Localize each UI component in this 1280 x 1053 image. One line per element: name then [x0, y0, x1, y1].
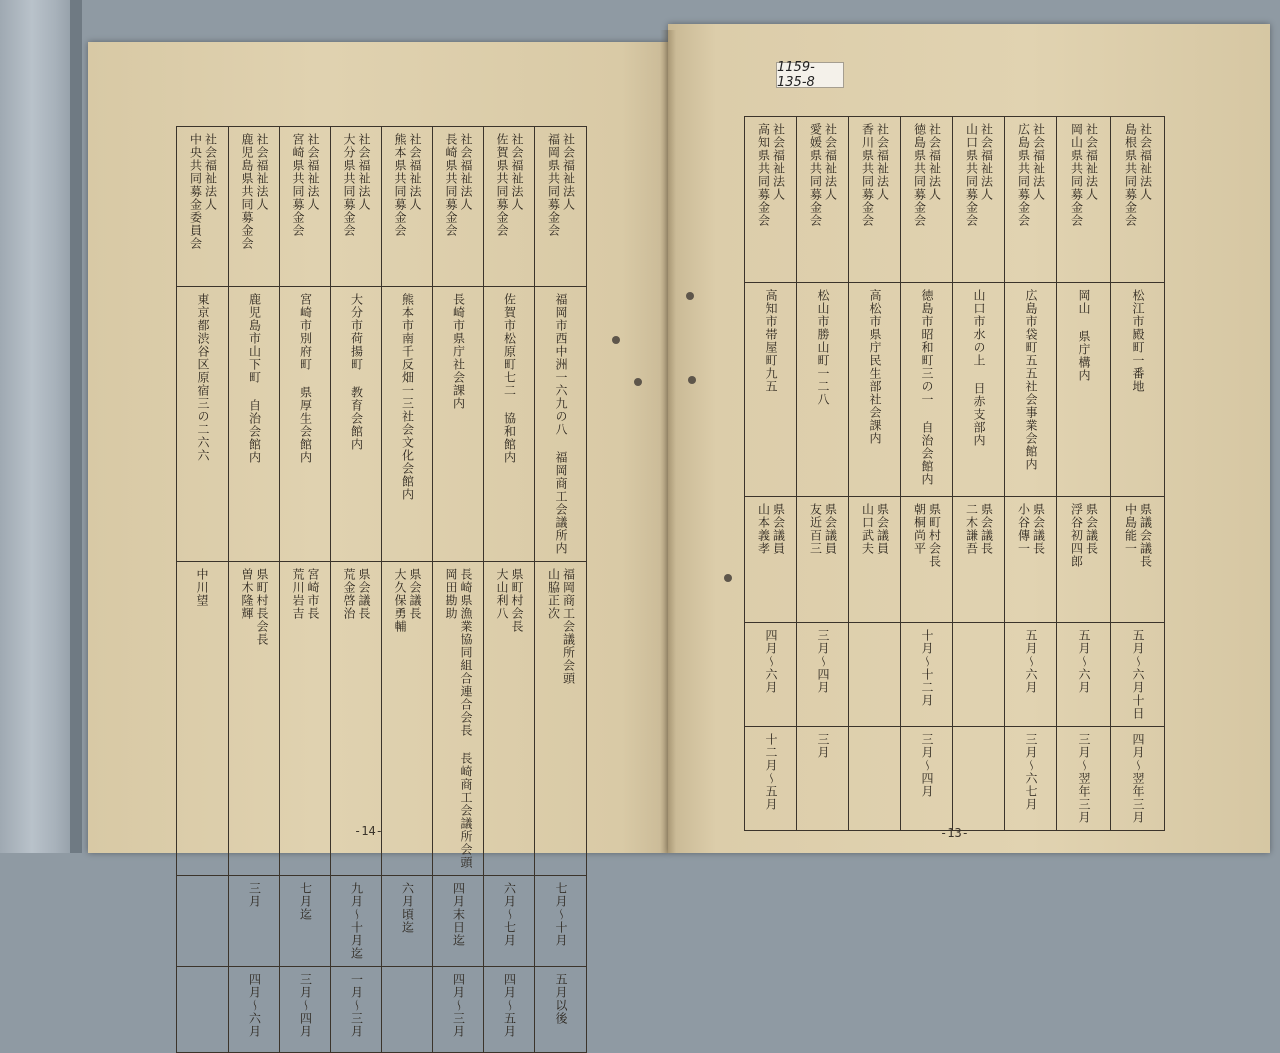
chair-name: 浮谷初四郎: [1069, 503, 1084, 568]
org-type-label: 社会福祉法人: [771, 123, 786, 201]
table-cell: [177, 876, 229, 967]
org-address: 東京都渋谷区原宿三の二六六: [196, 293, 210, 462]
table-cell: [901, 623, 953, 727]
chair-name: 大山利八: [495, 568, 509, 620]
org-address: 熊本市南千反畑一三社会文化会館内: [400, 293, 415, 501]
page-number-left: -14-: [354, 824, 383, 838]
right-register-table: [744, 116, 1165, 831]
table-cell: [953, 117, 1005, 283]
table-cell: [433, 287, 484, 562]
distribution-period: 三月～四月: [920, 733, 934, 798]
chair-name: 中川望: [195, 568, 209, 607]
distribution-period: 三月: [816, 733, 830, 759]
table-cell: [953, 623, 1005, 727]
table-cell: [229, 287, 280, 562]
book-gutter: [660, 30, 676, 853]
table-row: [745, 727, 1165, 831]
org-address: 長崎市県庁社会課内: [451, 293, 466, 410]
table-cell: [745, 727, 797, 831]
campaign-period: 七月迄: [298, 882, 313, 921]
chair-name: 荒川岩吉: [291, 568, 305, 620]
table-cell: [535, 562, 587, 876]
org-address: 鹿児島市山下町 自治会館内: [247, 293, 262, 464]
org-address: 徳島市昭和町三の一 自治会館内: [920, 289, 934, 486]
org-type-label: 社会福祉法人: [255, 133, 269, 211]
table-cell: [1005, 727, 1057, 831]
table-row: [745, 117, 1165, 283]
org-name: 山口県共同募金会: [964, 123, 979, 227]
org-type-label: 社会福祉法人: [408, 133, 422, 211]
org-name: 佐賀県共同募金会: [495, 133, 509, 237]
distribution-period: 三月～四月: [298, 973, 313, 1038]
table-cell: [229, 967, 280, 1053]
org-name: 大分県共同募金会: [342, 133, 356, 237]
org-type-label: 社会福祉法人: [203, 133, 218, 211]
org-type-label: 社会福祉法人: [510, 133, 524, 211]
org-address: 山口市水の上 日赤支部内: [972, 289, 986, 447]
chair-name: 荒金啓治: [342, 568, 356, 620]
org-name: 鹿児島県共同募金会: [240, 133, 254, 250]
table-cell: [1057, 283, 1111, 497]
org-name: 高知県共同募金会: [756, 123, 771, 227]
table-cell: [953, 497, 1005, 623]
table-cell: [1005, 497, 1057, 623]
org-address: 高知市帯屋町九五: [764, 289, 778, 393]
table-cell: [849, 283, 901, 497]
table-cell: [849, 727, 901, 831]
org-type-label: 社会福祉法人: [306, 133, 320, 211]
chair-title: 長崎県漁業協同組合連合会長 長崎商工会議所会頭: [459, 568, 473, 869]
chair-title: 宮崎市長: [306, 568, 320, 620]
table-cell: [177, 562, 229, 876]
table-cell: [1111, 727, 1165, 831]
table-cell: [1057, 623, 1111, 727]
table-cell: [433, 562, 484, 876]
binding-hole: [688, 376, 696, 384]
campaign-period: 五月～六月十日: [1131, 629, 1145, 720]
left-register-table: [176, 126, 587, 1053]
table-row: [745, 623, 1165, 727]
table-cell: [535, 967, 587, 1053]
chair-title: 県会議長: [1031, 503, 1046, 555]
table-row: [177, 967, 587, 1053]
chair-name: 山口武夫: [860, 503, 875, 555]
chair-name: 山脇正次: [546, 568, 561, 620]
table-cell: [484, 967, 535, 1053]
table-cell: [901, 117, 953, 283]
table-cell: [1057, 497, 1111, 623]
table-cell: [745, 117, 797, 283]
table-cell: [535, 127, 587, 287]
table-cell: [849, 117, 901, 283]
chair-title: 県会議長: [408, 568, 422, 620]
archive-stamp: 1159-135-8: [776, 62, 844, 88]
org-type-label: 社会福祉法人: [1084, 123, 1099, 201]
table-row: [177, 127, 587, 287]
distribution-period: 四月～五月: [502, 973, 517, 1038]
table-cell: [953, 283, 1005, 497]
table-cell: [280, 562, 331, 876]
org-type-label: 社会福祉法人: [561, 133, 576, 211]
chair-title: 県町村長会長: [255, 568, 269, 646]
campaign-period: 七月～十月: [554, 882, 568, 947]
org-type-label: 社会福祉法人: [979, 123, 994, 201]
binder-clip: [0, 0, 80, 853]
org-type-label: 社会福祉法人: [927, 123, 942, 201]
org-address: 大分市荷揚町 教育会館内: [349, 293, 364, 451]
chair-name: 大久保勇輔: [393, 568, 407, 633]
distribution-period: 五月以後: [554, 973, 568, 1025]
table-cell: [1111, 117, 1165, 283]
table-cell: [901, 283, 953, 497]
chair-title: 県会議員: [771, 503, 786, 555]
table-cell: [382, 127, 433, 287]
chair-name: 友近百三: [808, 503, 823, 555]
table-cell: [177, 287, 229, 562]
table-cell: [849, 497, 901, 623]
chair-title: 県会議員: [875, 503, 890, 555]
chair-name: 山本義孝: [756, 503, 771, 555]
table-cell: [331, 876, 382, 967]
table-cell: [484, 127, 535, 287]
table-cell: [953, 727, 1005, 831]
table-cell: [1057, 727, 1111, 831]
page-number-right: -13-: [940, 826, 969, 840]
table-cell: [797, 623, 849, 727]
binder-clip-edge: [70, 0, 82, 853]
campaign-period: 六月～七月: [502, 882, 517, 947]
table-cell: [745, 497, 797, 623]
table-cell: [484, 562, 535, 876]
table-cell: [901, 497, 953, 623]
org-name: 岡山県共同募金会: [1069, 123, 1084, 227]
binding-hole: [612, 336, 620, 344]
table-row: [177, 876, 587, 967]
chair-name: 曽木隆輝: [240, 568, 254, 620]
campaign-period: 四月末日迄: [451, 882, 466, 947]
table-cell: [484, 876, 535, 967]
org-name: 熊本県共同募金会: [393, 133, 407, 237]
table-cell: [1057, 117, 1111, 283]
chair-title: 県会議員: [823, 503, 838, 555]
table-cell: [382, 876, 433, 967]
campaign-period: 六月頃迄: [400, 882, 415, 934]
table-cell: [433, 876, 484, 967]
chair-title: 県町村会長: [510, 568, 524, 633]
org-address: 広島市袋町五五社会事業会館内: [1024, 289, 1038, 471]
table-cell: [1005, 623, 1057, 727]
campaign-period: 五月～六月: [1077, 629, 1091, 694]
org-name: 長崎県共同募金会: [444, 133, 458, 237]
table-cell: [331, 127, 382, 287]
campaign-period: 九月～十月迄: [349, 882, 364, 960]
table-cell: [797, 117, 849, 283]
org-name: 広島県共同募金会: [1016, 123, 1031, 227]
table-cell: [1111, 623, 1165, 727]
table-cell: [535, 876, 587, 967]
chair-name: 小谷傳一: [1016, 503, 1031, 555]
campaign-period: 三月～四月: [816, 629, 830, 694]
org-address: 佐賀市松原町七二 協和館内: [502, 293, 517, 464]
binding-hole: [686, 292, 694, 300]
org-type-label: 社会福祉法人: [823, 123, 838, 201]
distribution-period: 一月～三月: [349, 973, 364, 1038]
table-cell: [1111, 283, 1165, 497]
table-cell: [1111, 497, 1165, 623]
org-name: 島根県共同募金会: [1123, 123, 1138, 227]
table-row: [177, 287, 587, 562]
distribution-period: 三月～六七月: [1024, 733, 1038, 811]
table-cell: [849, 623, 901, 727]
table-cell: [1005, 283, 1057, 497]
chair-title: 県議会議長: [1138, 503, 1153, 568]
distribution-period: 四月～三月: [451, 973, 466, 1038]
org-address: 高松市県庁民生部社会課内: [868, 289, 882, 445]
table-cell: [745, 623, 797, 727]
org-address: 岡山 県庁構内: [1077, 289, 1091, 382]
table-cell: [797, 727, 849, 831]
table-cell: [280, 967, 331, 1053]
org-name: 中央共同募金委員会: [188, 133, 203, 250]
table-cell: [382, 562, 433, 876]
table-cell: [331, 287, 382, 562]
table-cell: [229, 562, 280, 876]
table-cell: [382, 287, 433, 562]
table-cell: [535, 287, 587, 562]
table-cell: [229, 127, 280, 287]
org-type-label: 社会福祉法人: [1138, 123, 1153, 201]
chair-name: 二木謙吾: [964, 503, 979, 555]
org-address: 宮崎市別府町 県厚生会館内: [298, 293, 313, 464]
chair-name: 岡田勘助: [444, 568, 458, 620]
campaign-period: 十月～十二月: [920, 629, 934, 707]
org-address: 松山市勝山町一二八: [816, 289, 830, 406]
distribution-period: 三月～翌年三月: [1077, 733, 1091, 824]
org-address: 松江市殿町一番地: [1131, 289, 1145, 393]
campaign-period: 四月～六月: [764, 629, 778, 694]
distribution-period: 十二月～五月: [764, 733, 778, 811]
chair-name: 朝桐尚平: [912, 503, 927, 555]
table-cell: [433, 967, 484, 1053]
table-row: [745, 497, 1165, 623]
org-type-label: 社会福祉法人: [875, 123, 890, 201]
org-type-label: 社会福祉法人: [357, 133, 371, 211]
org-address: 福岡市西中洲一六九の八 福岡商工会議所内: [554, 293, 568, 555]
distribution-period: 四月～六月: [247, 973, 262, 1038]
table-cell: [797, 497, 849, 623]
chair-title: 県町村会長: [927, 503, 942, 568]
table-cell: [177, 967, 229, 1053]
org-type-label: 社会福祉法人: [459, 133, 473, 211]
chair-title: 県会議長: [357, 568, 371, 620]
binding-hole: [724, 574, 732, 582]
campaign-period: 三月: [247, 882, 262, 908]
table-cell: [280, 287, 331, 562]
table-cell: [382, 967, 433, 1053]
table-cell: [797, 283, 849, 497]
table-row: [745, 283, 1165, 497]
org-name: 香川県共同募金会: [860, 123, 875, 227]
table-cell: [177, 127, 229, 287]
table-cell: [433, 127, 484, 287]
chair-name: 中島能一: [1123, 503, 1138, 555]
table-cell: [745, 283, 797, 497]
table-cell: [484, 287, 535, 562]
table-cell: [280, 127, 331, 287]
distribution-period: 四月～翌年三月: [1131, 733, 1145, 824]
chair-title: 県会議長: [979, 503, 994, 555]
org-type-label: 社会福祉法人: [1031, 123, 1046, 201]
org-name: 徳島県共同募金会: [912, 123, 927, 227]
chair-title: 福岡商工会議所会頭: [561, 568, 576, 685]
org-name: 愛媛県共同募金会: [808, 123, 823, 227]
org-name: 福岡県共同募金会: [546, 133, 561, 237]
table-cell: [1005, 117, 1057, 283]
table-cell: [229, 876, 280, 967]
org-name: 宮崎県共同募金会: [291, 133, 305, 237]
table-cell: [280, 876, 331, 967]
table-cell: [331, 967, 382, 1053]
binding-hole: [634, 378, 642, 386]
campaign-period: 五月～六月: [1024, 629, 1038, 694]
chair-title: 県会議長: [1084, 503, 1099, 555]
table-cell: [901, 727, 953, 831]
